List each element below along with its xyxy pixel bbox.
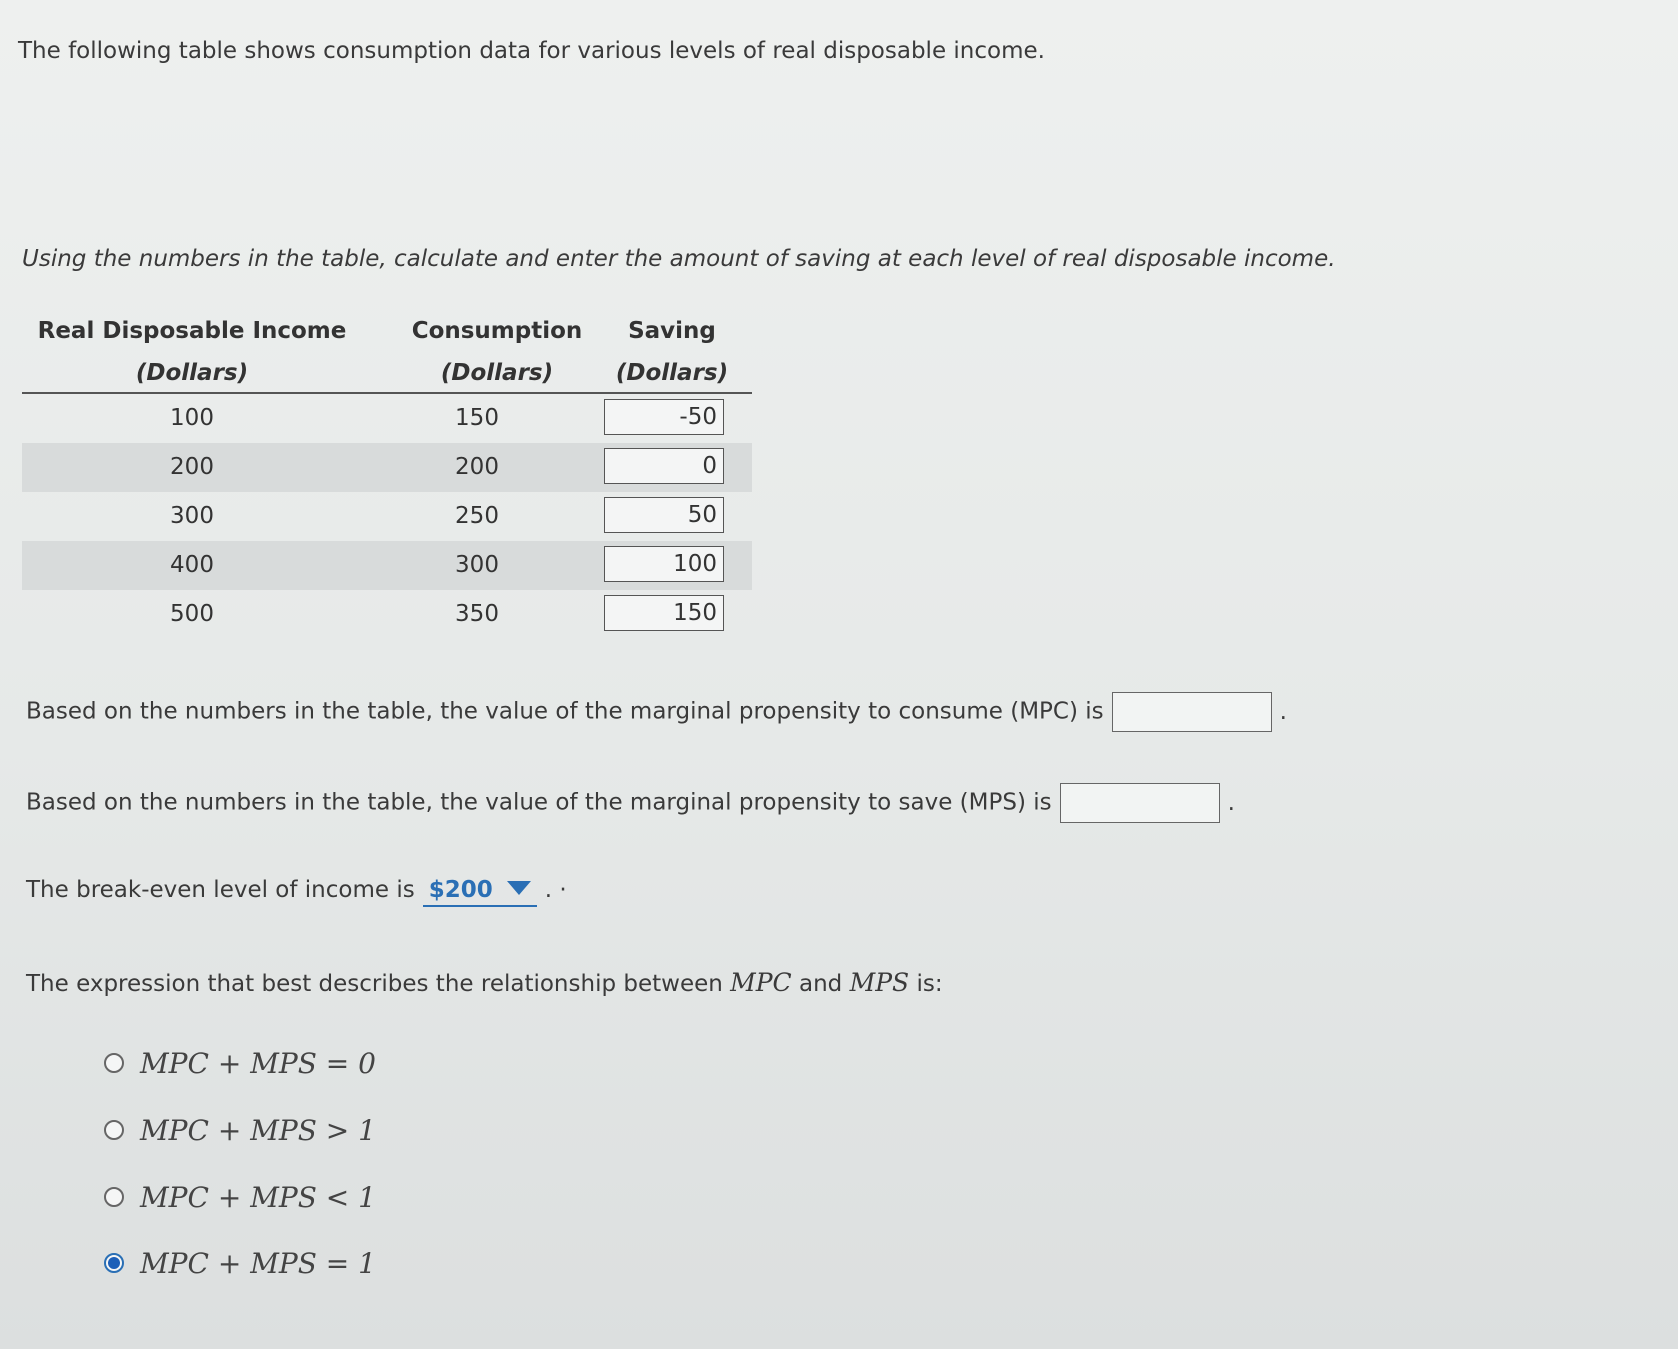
income-cell: 400 bbox=[170, 552, 214, 578]
header-income: Real Disposable Income (Dollars) bbox=[37, 318, 347, 386]
mps-input[interactable] bbox=[1060, 783, 1220, 823]
table-row bbox=[22, 492, 752, 541]
saving-input[interactable]: 100 bbox=[604, 546, 724, 582]
mpc-input[interactable] bbox=[1112, 692, 1272, 732]
mpc-question: Based on the numbers in the table, the value of the marginal propensity to consume (MPC) is . bbox=[26, 692, 1287, 732]
saving-input[interactable]: 50 bbox=[604, 497, 724, 533]
option-sum-greater-1[interactable]: MPC + MPS > 1 bbox=[104, 1110, 376, 1150]
radio-button[interactable] bbox=[104, 1120, 124, 1140]
saving-input[interactable]: 150 bbox=[604, 595, 724, 631]
consumption-cell: 200 bbox=[455, 454, 499, 480]
expression-question: The expression that best describes the relationship between MPC and MPS is: bbox=[26, 968, 943, 997]
intro-text: The following table shows consumption data for various levels of real disposable income. bbox=[18, 38, 1045, 64]
radio-button[interactable] bbox=[104, 1187, 124, 1207]
radio-dot-icon bbox=[108, 1257, 120, 1269]
saving-input[interactable]: -50 bbox=[604, 399, 724, 435]
table-row bbox=[22, 590, 752, 639]
table-row bbox=[22, 394, 752, 443]
radio-button[interactable] bbox=[104, 1053, 124, 1073]
chevron-down-icon bbox=[507, 881, 531, 895]
consumption-cell: 150 bbox=[455, 405, 499, 431]
header-consumption: Consumption (Dollars) bbox=[411, 318, 583, 386]
header-saving: Saving (Dollars) bbox=[615, 318, 729, 386]
breakeven-question: The break-even level of income is $200 . · bbox=[26, 877, 567, 907]
consumption-table bbox=[22, 310, 752, 639]
option-sum-equals-1[interactable]: MPC + MPS = 1 bbox=[104, 1243, 376, 1283]
consumption-cell: 250 bbox=[455, 503, 499, 529]
instruction-text: Using the numbers in the table, calculate and enter the amount of saving at each level of real disposable income. bbox=[22, 246, 1336, 272]
consumption-cell: 350 bbox=[455, 601, 499, 627]
mps-question: Based on the numbers in the table, the value of the marginal propensity to save (MPS) is . bbox=[26, 783, 1235, 823]
table-row bbox=[22, 443, 752, 492]
option-sum-less-1[interactable]: MPC + MPS < 1 bbox=[104, 1177, 376, 1217]
breakeven-dropdown[interactable]: $200 bbox=[423, 877, 537, 907]
income-cell: 500 bbox=[170, 601, 214, 627]
saving-input[interactable]: 0 bbox=[604, 448, 724, 484]
radio-button-selected[interactable] bbox=[104, 1253, 124, 1273]
consumption-cell: 300 bbox=[455, 552, 499, 578]
table-header bbox=[22, 310, 752, 394]
option-sum-equals-0[interactable]: MPC + MPS = 0 bbox=[104, 1043, 376, 1083]
income-cell: 300 bbox=[170, 503, 214, 529]
table-row bbox=[22, 541, 752, 590]
income-cell: 200 bbox=[170, 454, 214, 480]
income-cell: 100 bbox=[170, 405, 214, 431]
